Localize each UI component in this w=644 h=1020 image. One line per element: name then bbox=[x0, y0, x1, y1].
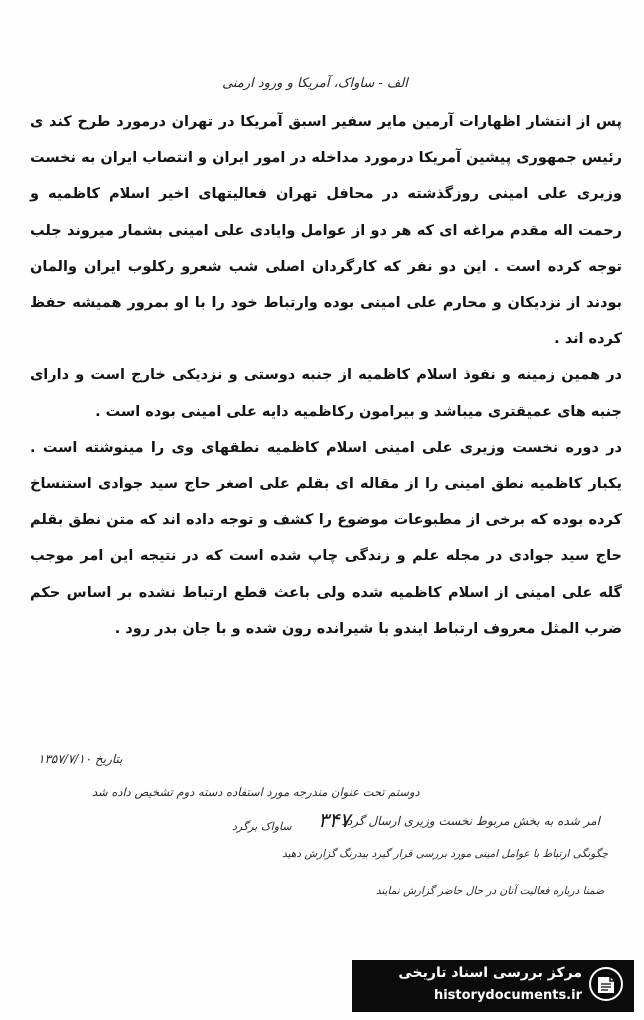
document-heading: الف - ساواک، آمریکا و ورود ارمنی bbox=[222, 76, 408, 91]
handwritten-date-note: بتاریخ ۱۳۵۷/۷/۱۰ bbox=[38, 752, 123, 766]
handwritten-left-note: دوستم تحت عنوان مندرجه مورد استفاده دسته دوم تشخیص داده شد bbox=[92, 785, 420, 799]
handwritten-right-note-2: چگونگی ارتباط با عوامل امینی مورد بررسی قرار گیرد بیدرنگ گزارش دهید bbox=[282, 848, 608, 860]
watermark-banner bbox=[352, 960, 634, 1012]
archive-url: historydocuments.ir bbox=[433, 988, 582, 1003]
archive-title: مرکز بررسی اسناد تاریخی bbox=[398, 965, 582, 981]
paragraph-2: در همین زمینه و نفوذ اسلام کاظمیه از جنبه دوستی و نزدیکی خارج است و دارای جنبه های عمیقتری میباشد و بیرامون رکاظمیه دایه علی امینی بوده است . bbox=[30, 367, 622, 420]
handwritten-left-signature: ساواک برگرد bbox=[232, 820, 292, 833]
handwritten-document-number: ۳۴۷ bbox=[318, 808, 351, 832]
paragraph-3: در دوره نخست وزیری علی امینی اسلام کاظمیه نطقهای وی را مینوشته است . یکبار کاظمیه نطق امینی را از مقاله ای بقلم علی اصغر حاج سید جوادی استنساخ کرده بوده که برخی از مطبوعات موضوع را کشف و توجه داده اند که متن نطق بقلم حاج سید جوادی در مجله علم و زندگی چاپ شده است که در نتیجه این امر موجب گله علی امینی از اسلام کاظمیه شده ولی باعث قطع ارتباط نشده بر اساس حکم ضرب المثل معروف ارتباط ایندو با شیرانده رون شده و با جان بدر رود . bbox=[30, 439, 622, 637]
handwritten-right-note-1: امر شده به بخش مربوط نخست وزیری ارسال گردد bbox=[341, 814, 600, 828]
document-body bbox=[30, 104, 622, 647]
paragraph-1: پس از انتشار اظهارات آرمین مایر سفیر اسبق آمریکا در تهران درمورد طرح کند ی رئیس جمهوری پیشین آمریکا درمورد مداخله در امور ایران و انتصاب ایران به نخست وزیری علی امینی روزگذشته در محافل تهران فعالیتهای اخیر اسلام کاظمیه و رحمت اله مقدم مراغه ای که هر دو از عوامل وایادی علی امینی بشمار میروند جلب توجه کرده است . این دو نفر که کارگردان اصلی شب شعرو رکلوب ایران والمان بودند از نزدیکان و محارم علی امینی بوده وارتباط خود را با او بمرور همیشه حفظ کرده اند . bbox=[30, 114, 622, 348]
archive-logo-icon bbox=[588, 966, 624, 1002]
handwritten-right-note-3: ضمنا درباره فعالیت آنان در حال حاضر گزارش نمایند bbox=[375, 885, 604, 897]
